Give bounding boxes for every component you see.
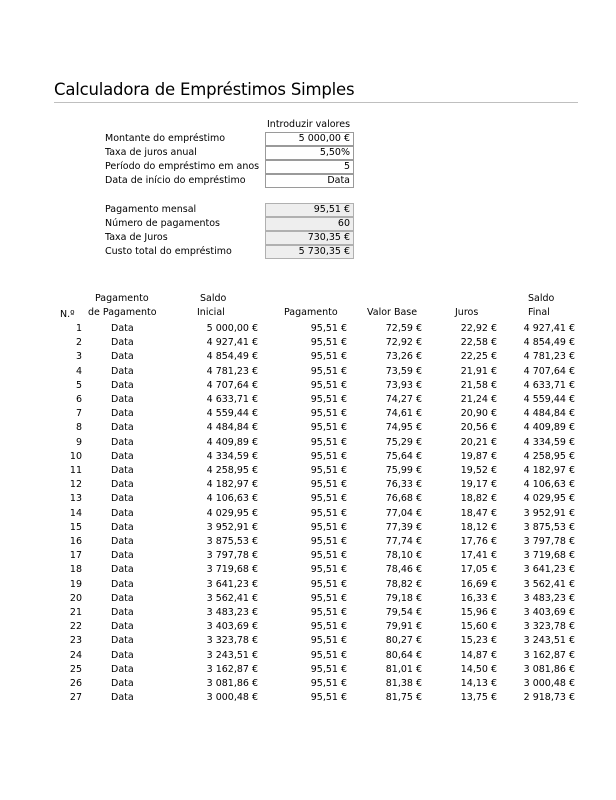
- end-balance: 3 875,53 €: [523, 521, 575, 533]
- payment-date: Data: [111, 450, 134, 462]
- payment-date: Data: [111, 337, 134, 349]
- col-header-date-line1: Pagamento: [95, 293, 149, 304]
- payment-date: Data: [111, 465, 134, 476]
- interest-amount: 17,05 €: [460, 564, 497, 576]
- end-balance: 3 719,68 €: [523, 550, 575, 562]
- table-row: [54, 436, 584, 450]
- end-balance: 3 162,87 €: [523, 649, 575, 661]
- end-balance: 3 323,78 €: [523, 621, 575, 633]
- loan-amount-row: [105, 132, 353, 146]
- interest-amount: 20,21 €: [460, 436, 497, 448]
- payment-number: 2: [75, 337, 82, 349]
- payment-amount: 95,51 €: [310, 621, 347, 633]
- payment-number: 17: [69, 550, 82, 562]
- start-balance: 3 000,48 €: [206, 692, 258, 704]
- payment-date: Data: [111, 649, 134, 661]
- payment-date: Data: [111, 408, 134, 420]
- start-balance: 3 875,53 €: [206, 536, 258, 547]
- payment-date: Data: [111, 379, 134, 391]
- principal-amount: 77,04 €: [385, 507, 422, 519]
- start-balance: 3 483,23 €: [206, 607, 258, 618]
- payment-date: Data: [111, 635, 134, 647]
- end-balance: 3 081,86 €: [523, 663, 575, 675]
- payment-amount: 95,51 €: [310, 365, 347, 377]
- payment-amount: 95,51 €: [310, 663, 347, 675]
- table-row: [54, 592, 584, 606]
- interest-amount: 18,12 €: [460, 521, 497, 533]
- start-balance: 4 559,44 €: [206, 408, 258, 420]
- end-balance: 3 403,69 €: [523, 607, 575, 618]
- table-row: [54, 350, 584, 364]
- interest-amount: 17,76 €: [460, 536, 497, 547]
- principal-amount: 76,33 €: [385, 479, 422, 491]
- payment-amount: 95,51 €: [310, 323, 347, 334]
- payment-number: 23: [69, 635, 82, 647]
- payment-amount: 95,51 €: [310, 351, 347, 363]
- interest-amount: 20,90 €: [460, 408, 497, 420]
- interest-amount: 22,58 €: [460, 337, 497, 349]
- principal-amount: 78,10 €: [385, 550, 422, 562]
- payment-date: Data: [111, 394, 134, 405]
- payment-amount: 95,51 €: [310, 408, 347, 420]
- start-balance: 3 797,78 €: [206, 550, 258, 562]
- table-row: [54, 322, 584, 336]
- interest-amount: 13,75 €: [460, 692, 497, 704]
- payment-number: 5: [75, 379, 82, 391]
- end-balance: 2 918,73 €: [523, 692, 575, 704]
- start-balance: 4 029,95 €: [206, 507, 258, 519]
- interest-amount: 18,82 €: [460, 493, 497, 505]
- payment-number: 19: [69, 578, 82, 590]
- payment-number: 4: [75, 365, 82, 377]
- interest-amount: 17,41 €: [460, 550, 497, 562]
- monthly-payment-row: [105, 203, 353, 217]
- col-header-number: N.º: [60, 309, 75, 320]
- end-balance: 4 707,64 €: [523, 365, 575, 377]
- table-row: [54, 649, 584, 663]
- table-row: [54, 563, 584, 577]
- col-header-end-balance-line2: Final: [528, 307, 550, 318]
- table-row: [54, 691, 584, 705]
- start-balance: 4 182,97 €: [206, 479, 258, 491]
- interest-rate-field[interactable]: 5,50%: [265, 146, 354, 160]
- principal-amount: 75,64 €: [385, 450, 422, 462]
- payment-amount: 95,51 €: [310, 465, 347, 476]
- payment-amount: 95,51 €: [310, 450, 347, 462]
- payment-amount: 95,51 €: [310, 394, 347, 405]
- start-balance: 4 633,71 €: [206, 394, 258, 405]
- interest-amount: 15,23 €: [460, 635, 497, 647]
- principal-amount: 81,01 €: [385, 663, 422, 675]
- principal-amount: 81,75 €: [385, 692, 422, 704]
- payment-amount: 95,51 €: [310, 649, 347, 661]
- payment-number: 24: [69, 649, 82, 661]
- end-balance: 4 927,41 €: [523, 323, 575, 334]
- col-header-interest: Juros: [455, 307, 479, 318]
- payment-number: 27: [69, 692, 82, 704]
- payment-amount: 95,51 €: [310, 507, 347, 519]
- table-row: [54, 379, 584, 393]
- payment-date: Data: [111, 436, 134, 448]
- table-row: [54, 478, 584, 492]
- payment-date: Data: [111, 621, 134, 633]
- col-header-start-balance-line1: Saldo: [200, 293, 227, 304]
- start-balance: 3 719,68 €: [206, 564, 258, 576]
- payment-number: 3: [75, 351, 82, 363]
- table-row: [54, 464, 584, 478]
- payment-number: 26: [69, 678, 82, 689]
- num-payments-label: Número de pagamentos: [105, 218, 220, 229]
- start-balance: 3 641,23 €: [206, 578, 258, 590]
- payment-date: Data: [111, 550, 134, 562]
- interest-amount: 21,91 €: [460, 365, 497, 377]
- start-balance: 4 854,49 €: [206, 351, 258, 363]
- end-balance: 3 562,41 €: [523, 578, 575, 590]
- payment-amount: 95,51 €: [310, 578, 347, 590]
- col-header-end-balance-line1: Saldo: [528, 293, 555, 304]
- payment-date: Data: [111, 607, 134, 618]
- end-balance: 4 182,97 €: [523, 465, 575, 476]
- payment-date: Data: [111, 323, 134, 334]
- interest-amount: 20,56 €: [460, 422, 497, 434]
- end-balance: 4 106,63 €: [523, 479, 575, 491]
- end-balance: 4 409,89 €: [523, 422, 575, 434]
- end-balance: 4 029,95 €: [523, 493, 575, 505]
- col-header-payment: Pagamento: [284, 307, 338, 318]
- payment-date: Data: [111, 592, 134, 604]
- payment-number: 20: [69, 592, 82, 604]
- payment-number: 22: [69, 621, 82, 633]
- payment-amount: 95,51 €: [310, 678, 347, 689]
- total-cost-label: Custo total do empréstimo: [105, 246, 232, 257]
- end-balance: 4 854,49 €: [523, 337, 575, 349]
- payment-amount: 95,51 €: [310, 592, 347, 604]
- interest-amount: 21,58 €: [460, 379, 497, 391]
- payment-number: 8: [75, 422, 82, 434]
- loan-period-row: [105, 160, 353, 174]
- interest-amount: 15,96 €: [460, 607, 497, 618]
- payment-number: 14: [69, 507, 82, 519]
- payment-amount: 95,51 €: [310, 337, 347, 349]
- principal-amount: 76,68 €: [385, 493, 422, 505]
- payment-date: Data: [111, 578, 134, 590]
- end-balance: 3 000,48 €: [523, 678, 575, 689]
- table-row: [54, 549, 584, 563]
- num-payments-value: 60: [265, 217, 354, 231]
- table-row: [54, 535, 584, 549]
- payment-date: Data: [111, 521, 134, 533]
- principal-amount: 72,59 €: [385, 323, 422, 334]
- interest-amount: 15,60 €: [460, 621, 497, 633]
- payment-amount: 95,51 €: [310, 479, 347, 491]
- payment-number: 25: [69, 663, 82, 675]
- total-interest-label: Taxa de Juros: [105, 232, 168, 243]
- table-row: [54, 450, 584, 464]
- start-balance: 4 106,63 €: [206, 493, 258, 505]
- payment-number: 13: [69, 493, 82, 505]
- start-date-row: [105, 174, 353, 188]
- table-row: [54, 407, 584, 421]
- interest-rate-label: Taxa de juros anual: [105, 147, 197, 158]
- payment-amount: 95,51 €: [310, 564, 347, 576]
- start-balance: 4 258,95 €: [206, 465, 258, 476]
- end-balance: 3 952,91 €: [523, 507, 575, 519]
- payment-date: Data: [111, 536, 134, 547]
- table-row: [54, 620, 584, 634]
- start-balance: 3 243,51 €: [206, 649, 258, 661]
- loan-amount-label: Montante do empréstimo: [105, 133, 226, 144]
- principal-amount: 73,59 €: [385, 365, 422, 377]
- loan-period-field[interactable]: 5: [265, 160, 354, 174]
- principal-amount: 73,26 €: [385, 351, 422, 363]
- principal-amount: 74,61 €: [385, 408, 422, 420]
- payment-date: Data: [111, 678, 134, 689]
- payment-amount: 95,51 €: [310, 550, 347, 562]
- start-balance: 4 781,23 €: [206, 365, 258, 377]
- inputs-header: Introduzir valores: [267, 119, 351, 130]
- title-divider: [54, 102, 578, 103]
- payment-date: Data: [111, 493, 134, 505]
- principal-amount: 78,82 €: [385, 578, 422, 590]
- interest-amount: 19,17 €: [460, 479, 497, 491]
- principal-amount: 77,74 €: [385, 536, 422, 547]
- interest-amount: 22,25 €: [460, 351, 497, 363]
- start-balance: 4 707,64 €: [206, 379, 258, 391]
- payment-number: 1: [75, 323, 82, 334]
- principal-amount: 81,38 €: [385, 678, 422, 689]
- start-date-label: Data de início do empréstimo: [105, 175, 246, 186]
- payment-amount: 95,51 €: [310, 379, 347, 391]
- payment-amount: 95,51 €: [310, 635, 347, 647]
- start-balance: 3 081,86 €: [206, 678, 258, 689]
- start-balance: 4 484,84 €: [206, 422, 258, 434]
- principal-amount: 79,54 €: [385, 607, 422, 618]
- table-row: [54, 606, 584, 620]
- table-row: [54, 578, 584, 592]
- end-balance: 4 258,95 €: [523, 450, 575, 462]
- end-balance: 3 483,23 €: [523, 592, 575, 604]
- interest-amount: 19,52 €: [460, 465, 497, 476]
- table-row: [54, 677, 584, 691]
- payment-number: 12: [69, 479, 82, 491]
- table-row: [54, 492, 584, 506]
- principal-amount: 79,91 €: [385, 621, 422, 633]
- payment-amount: 95,51 €: [310, 436, 347, 448]
- interest-amount: 22,92 €: [460, 323, 497, 334]
- total-cost-row: [105, 245, 353, 259]
- interest-rate-row: [105, 146, 353, 160]
- end-balance: 3 797,78 €: [523, 536, 575, 547]
- payment-amount: 95,51 €: [310, 521, 347, 533]
- start-balance: 4 409,89 €: [206, 436, 258, 448]
- payment-number: 15: [69, 521, 82, 533]
- principal-amount: 75,29 €: [385, 436, 422, 448]
- table-row: [54, 521, 584, 535]
- interest-amount: 18,47 €: [460, 507, 497, 519]
- principal-amount: 72,92 €: [385, 337, 422, 349]
- start-balance: 3 162,87 €: [206, 663, 258, 675]
- payment-amount: 95,51 €: [310, 422, 347, 434]
- principal-amount: 78,46 €: [385, 564, 422, 576]
- payment-number: 6: [75, 394, 82, 405]
- end-balance: 3 243,51 €: [523, 635, 575, 647]
- principal-amount: 77,39 €: [385, 521, 422, 533]
- payment-date: Data: [111, 422, 134, 434]
- table-row: [54, 634, 584, 648]
- principal-amount: 80,27 €: [385, 635, 422, 647]
- payment-number: 21: [69, 607, 82, 618]
- end-balance: 4 484,84 €: [523, 408, 575, 420]
- interest-amount: 16,69 €: [460, 578, 497, 590]
- total-interest-row: [105, 231, 353, 245]
- principal-amount: 75,99 €: [385, 465, 422, 476]
- payment-date: Data: [111, 692, 134, 704]
- start-balance: 3 403,69 €: [206, 621, 258, 633]
- table-row: [54, 421, 584, 435]
- table-row: [54, 663, 584, 677]
- interest-amount: 16,33 €: [460, 592, 497, 604]
- table-row: [54, 365, 584, 379]
- payment-amount: 95,51 €: [310, 607, 347, 618]
- payment-number: 18: [69, 564, 82, 576]
- principal-amount: 74,95 €: [385, 422, 422, 434]
- col-header-date-line2: de Pagamento: [88, 307, 157, 318]
- loan-period-label: Período do empréstimo em anos: [105, 161, 260, 172]
- start-date-field[interactable]: Data: [265, 174, 354, 188]
- payment-number: 11: [69, 465, 82, 476]
- table-row: [54, 393, 584, 407]
- interest-amount: 14,13 €: [460, 678, 497, 689]
- table-row: [54, 336, 584, 350]
- loan-amount-field[interactable]: 5 000,00 €: [265, 132, 354, 146]
- start-balance: 3 323,78 €: [206, 635, 258, 647]
- principal-amount: 74,27 €: [385, 394, 422, 405]
- payment-date: Data: [111, 479, 134, 491]
- start-balance: 3 952,91 €: [206, 521, 258, 533]
- start-balance: 4 927,41 €: [206, 337, 258, 349]
- payment-date: Data: [111, 663, 134, 675]
- interest-amount: 14,50 €: [460, 663, 497, 675]
- end-balance: 3 641,23 €: [523, 564, 575, 576]
- end-balance: 4 633,71 €: [523, 379, 575, 391]
- num-payments-row: [105, 217, 353, 231]
- table-row: [54, 507, 584, 521]
- payment-number: 16: [69, 536, 82, 547]
- payment-number: 7: [75, 408, 82, 420]
- col-header-start-balance-line2: Inicial: [197, 307, 225, 318]
- payment-date: Data: [111, 507, 134, 519]
- payment-date: Data: [111, 351, 134, 363]
- monthly-payment-value: 95,51 €: [265, 203, 354, 217]
- col-header-principal: Valor Base: [367, 307, 418, 318]
- start-balance: 5 000,00 €: [206, 323, 258, 334]
- interest-amount: 19,87 €: [460, 450, 497, 462]
- monthly-payment-label: Pagamento mensal: [105, 204, 197, 215]
- principal-amount: 80,64 €: [385, 649, 422, 661]
- total-cost-value: 5 730,35 €: [265, 245, 354, 259]
- payment-amount: 95,51 €: [310, 493, 347, 505]
- payment-amount: 95,51 €: [310, 536, 347, 547]
- payment-number: 9: [75, 436, 82, 448]
- payment-date: Data: [111, 365, 134, 377]
- end-balance: 4 334,59 €: [523, 436, 575, 448]
- start-balance: 3 562,41 €: [206, 592, 258, 604]
- payment-amount: 95,51 €: [310, 692, 347, 704]
- interest-amount: 14,87 €: [460, 649, 497, 661]
- principal-amount: 73,93 €: [385, 379, 422, 391]
- total-interest-value: 730,35 €: [265, 231, 354, 245]
- page-title: Calculadora de Empréstimos Simples: [54, 80, 355, 99]
- interest-amount: 21,24 €: [460, 394, 497, 405]
- principal-amount: 79,18 €: [385, 592, 422, 604]
- payment-date: Data: [111, 564, 134, 576]
- start-balance: 4 334,59 €: [206, 450, 258, 462]
- payment-number: 10: [69, 450, 82, 462]
- end-balance: 4 781,23 €: [523, 351, 575, 363]
- end-balance: 4 559,44 €: [523, 394, 575, 405]
